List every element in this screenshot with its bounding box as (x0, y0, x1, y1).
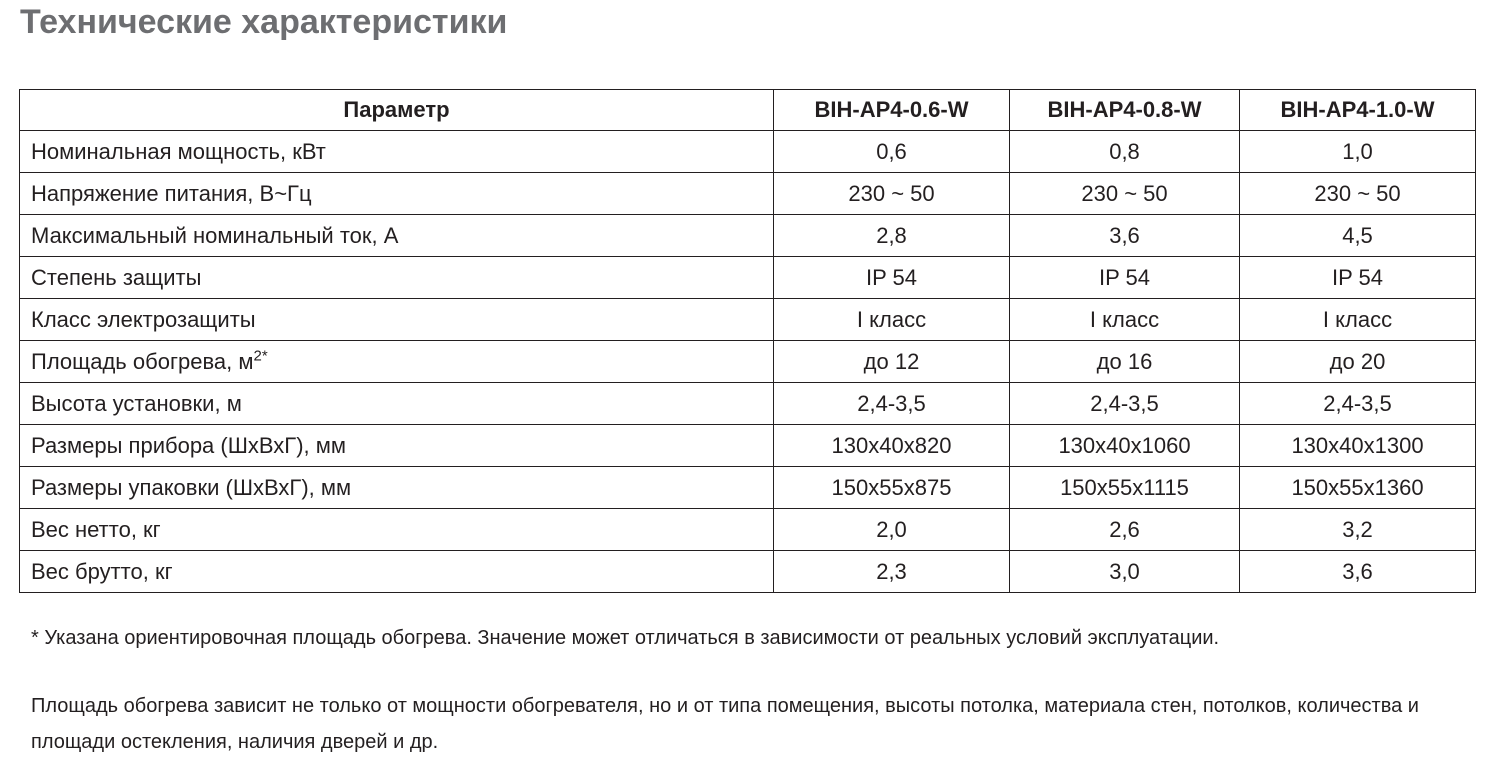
value-cell: 150х55х1115 (1010, 467, 1240, 509)
value-cell: 230 ~ 50 (1240, 173, 1476, 215)
table-row (20, 425, 1476, 467)
value-cell: IP 54 (1240, 257, 1476, 299)
value-cell: до 20 (1240, 341, 1476, 383)
value-cell: I класс (774, 299, 1010, 341)
footnote: * Указана ориентировочная площадь обогрева. Значение может отличаться в зависимости от реальных условий эксплуатации. (31, 627, 1220, 649)
param-cell: Номинальная мощность, кВт (20, 131, 774, 173)
table-row (20, 257, 1476, 299)
value-cell: IP 54 (1010, 257, 1240, 299)
value-cell: I класс (1010, 299, 1240, 341)
value-cell: 0,6 (774, 131, 1010, 173)
param-cell: Высота установки, м (20, 383, 774, 425)
param-cell: Класс электрозащиты (20, 299, 774, 341)
table-row (20, 341, 1476, 383)
param-cell: Размеры упаковки (ШхВхГ), мм (20, 467, 774, 509)
table-row (20, 215, 1476, 257)
param-cell: Максимальный номинальный ток, А (20, 215, 774, 257)
value-cell: 3,0 (1010, 551, 1240, 593)
value-cell: 2,0 (774, 509, 1010, 551)
value-cell: 230 ~ 50 (774, 173, 1010, 215)
value-cell: 3,6 (1240, 551, 1476, 593)
param-cell: Размеры прибора (ШхВхГ), мм (20, 425, 774, 467)
param-cell: Вес брутто, кг (20, 551, 774, 593)
value-cell: 4,5 (1240, 215, 1476, 257)
table-row (20, 383, 1476, 425)
value-cell: 130х40х1300 (1240, 425, 1476, 467)
table-row (20, 467, 1476, 509)
value-cell: IP 54 (774, 257, 1010, 299)
value-cell: 2,4-3,5 (1010, 383, 1240, 425)
table-row (20, 509, 1476, 551)
value-cell: 2,4-3,5 (774, 383, 1010, 425)
value-cell: 150х55х875 (774, 467, 1010, 509)
value-cell: 150х55х1360 (1240, 467, 1476, 509)
table-row (20, 173, 1476, 215)
table-header-row (20, 90, 1476, 131)
param-cell: Степень защиты (20, 257, 774, 299)
table-row (20, 299, 1476, 341)
value-cell: 1,0 (1240, 131, 1476, 173)
value-cell: 3,2 (1240, 509, 1476, 551)
table-row (20, 131, 1476, 173)
value-cell: 2,6 (1010, 509, 1240, 551)
value-cell: 2,8 (774, 215, 1010, 257)
heating-area-note: Площадь обогрева зависит не только от мощности обогревателя, но и от типа помещения, высоты потолка, материала стен, потолков, количества и площади остекления, наличия дверей и др. (31, 695, 1419, 753)
value-cell: 230 ~ 50 (1010, 173, 1240, 215)
value-cell: 130х40х1060 (1010, 425, 1240, 467)
param-label: Площадь обогрева, м (31, 348, 254, 374)
superscript-footnote-mark: 2* (253, 347, 268, 365)
value-cell: до 12 (774, 341, 1010, 383)
param-cell (20, 341, 774, 383)
header-model-0-6: BIH-AP4-0.6-W (774, 90, 1010, 131)
value-cell: до 16 (1010, 341, 1240, 383)
value-cell: 3,6 (1010, 215, 1240, 257)
param-cell: Напряжение питания, В~Гц (20, 173, 774, 215)
param-cell: Вес нетто, кг (20, 509, 774, 551)
value-cell: I класс (1240, 299, 1476, 341)
table-row (20, 551, 1476, 593)
page-title: Технические характеристики (20, 3, 508, 41)
value-cell: 2,3 (774, 551, 1010, 593)
value-cell: 0,8 (1010, 131, 1240, 173)
value-cell: 2,4-3,5 (1240, 383, 1476, 425)
header-model-1-0: BIH-AP4-1.0-W (1240, 90, 1476, 131)
spec-table (19, 89, 1476, 593)
header-model-0-8: BIH-AP4-0.8-W (1010, 90, 1240, 131)
value-cell: 130х40х820 (774, 425, 1010, 467)
header-parameter: Параметр (20, 90, 774, 131)
